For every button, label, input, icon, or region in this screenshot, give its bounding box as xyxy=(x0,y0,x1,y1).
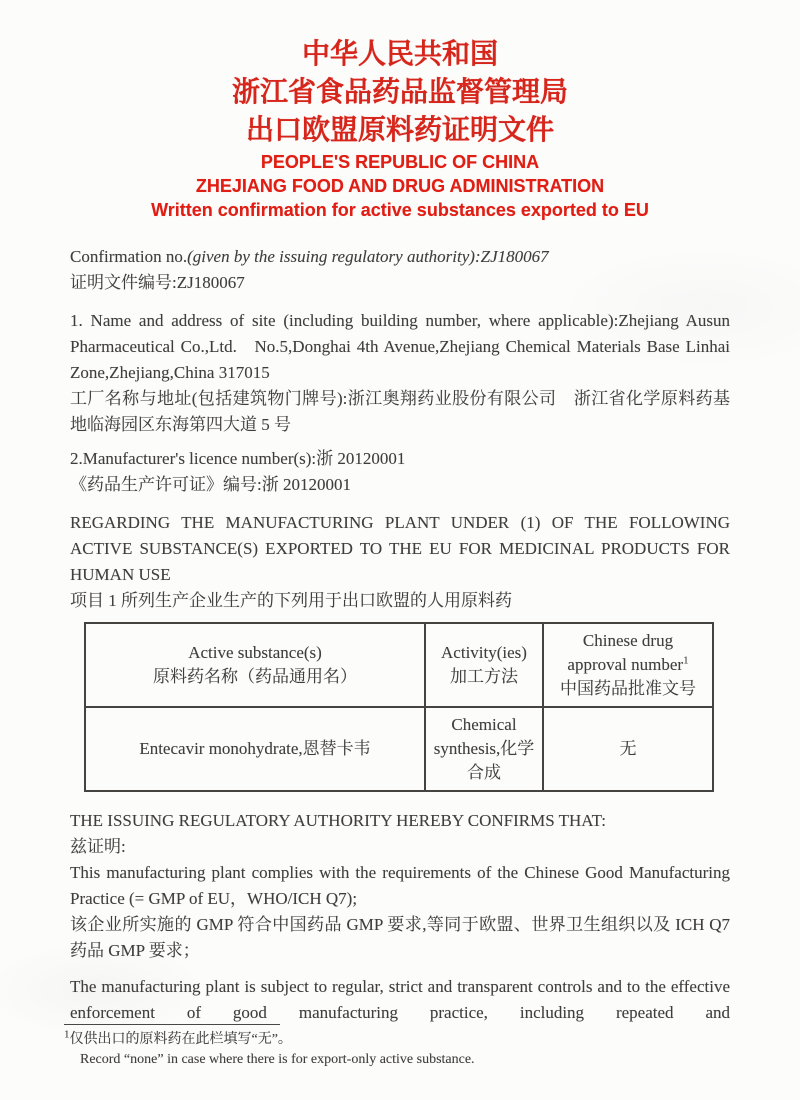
header-approval-cn: 中国药品批准文号 xyxy=(560,679,696,698)
licence-number-en: 2.Manufacturer's licence number(s):浙 20120001 xyxy=(70,449,406,468)
gmp-compliance-cn: 该企业所实施的 GMP 符合中国药品 GMP 要求,等同于欧盟、世界卫生组织以及 ICH Q7 药品 GMP 要求； xyxy=(70,915,730,960)
site-name-address-section xyxy=(70,308,730,438)
regarding-statement-cn: 项目 1 所列生产企业生产的下列用于出口欧盟的人用原料药 xyxy=(70,591,512,610)
header-active-substance-cn: 原料药名称（药品通用名） xyxy=(153,667,357,686)
footnote-block xyxy=(64,1024,720,1070)
regarding-section xyxy=(70,510,730,614)
footnote-number: 1 xyxy=(64,1028,70,1041)
header-approval-number xyxy=(543,623,713,707)
footnote-divider xyxy=(64,1024,280,1025)
cell-approval: 无 xyxy=(543,707,713,791)
table-row xyxy=(85,707,713,791)
regarding-statement-en: REGARDING THE MANUFACTURING PLANT UNDER (1) OF THE FOLLOWING ACTIVE SUBSTANCE(S) EXPORTED TO THE EU FOR MEDICINAL PRODUCTS FOR HUMAN USE xyxy=(70,513,730,584)
confirmation-number-en xyxy=(70,244,730,270)
confirmation-value-italic: (given by the issuing regulatory authority):ZJ180067 xyxy=(187,247,549,266)
footnote-cn-text: 仅供出口的原料药在此栏填写“无”。 xyxy=(69,1032,292,1047)
table-header-row xyxy=(85,623,713,707)
licence-number-cn: 《药品生产许可证》编号:浙 20120001 xyxy=(70,475,351,494)
active-substance-table xyxy=(84,622,714,792)
footnote-en: Record “none” in case where there is for export-only active substance. xyxy=(80,1052,475,1067)
authority-confirmation-section xyxy=(70,808,730,964)
cell-activity: Chemical synthesis,化学合成 xyxy=(425,707,543,791)
title-cn-country: 中华人民共和国 xyxy=(301,39,498,70)
licence-number-section xyxy=(70,446,730,498)
footnote-marker: 1 xyxy=(683,654,689,667)
title-en-country: PEOPLE'S REPUBLIC OF CHINA xyxy=(260,152,540,172)
header-activity xyxy=(425,623,543,707)
controls-paragraph-en: The manufacturing plant is subject to regular, strict and transparent controls and to the effective enforcement of good manufacturing practice, including repeated and xyxy=(70,977,730,1022)
site-address-cn: 工厂名称与地址(包括建筑物门牌号):浙江奥翔药业股份有限公司 浙江省化学原料药基地临海园区东海第四大道 5 号 xyxy=(70,389,730,434)
confirmation-number-section xyxy=(70,244,730,296)
header-approval-en-line1: Chinese drug xyxy=(582,631,674,650)
controls-paragraph-section xyxy=(70,974,730,1026)
title-cn-document: 出口欧盟原料药证明文件 xyxy=(245,115,554,146)
confirms-heading-cn: 兹证明: xyxy=(70,837,126,856)
header-active-substance-en: Active substance(s) xyxy=(188,643,322,662)
confirms-heading-en: THE ISSUING REGULATORY AUTHORITY HEREBY CONFIRMS THAT: xyxy=(70,811,606,830)
header-activity-en: Activity(ies) xyxy=(441,643,527,662)
header-active-substance xyxy=(85,623,425,707)
document-header xyxy=(70,36,730,222)
title-en-authority: ZHEJIANG FOOD AND DRUG ADMINISTRATION xyxy=(195,176,605,196)
header-activity-cn: 加工方法 xyxy=(450,667,518,686)
title-cn-authority: 浙江省食品药品监督管理局 xyxy=(231,77,568,108)
header-approval-en-text: approval number xyxy=(567,655,684,674)
gmp-compliance-en: This manufacturing plant complies with the requirements of the Chinese Good Manufacturing Practice (= GMP of EU，WHO/ICH Q7); xyxy=(70,863,730,908)
site-address-en: 1. Name and address of site (including building number, where applicable):Zhejiang Ausun Pharmaceutical Co.,Ltd. No.5,Donghai 4th Avenue,Zhejiang Chemical Materials Base Linhai Zone,Zhejiang,China 317015 xyxy=(70,311,730,382)
confirmation-label: Confirmation no. xyxy=(70,247,188,266)
header-approval-en-line2 xyxy=(548,653,708,677)
footnote-cn xyxy=(64,1030,720,1050)
cell-substance: Entecavir monohydrate,恩替卡韦 xyxy=(85,707,425,791)
title-en-document: Written confirmation for active substances exported to EU xyxy=(151,200,649,220)
confirmation-number-cn: 证明文件编号:ZJ180067 xyxy=(70,273,245,292)
